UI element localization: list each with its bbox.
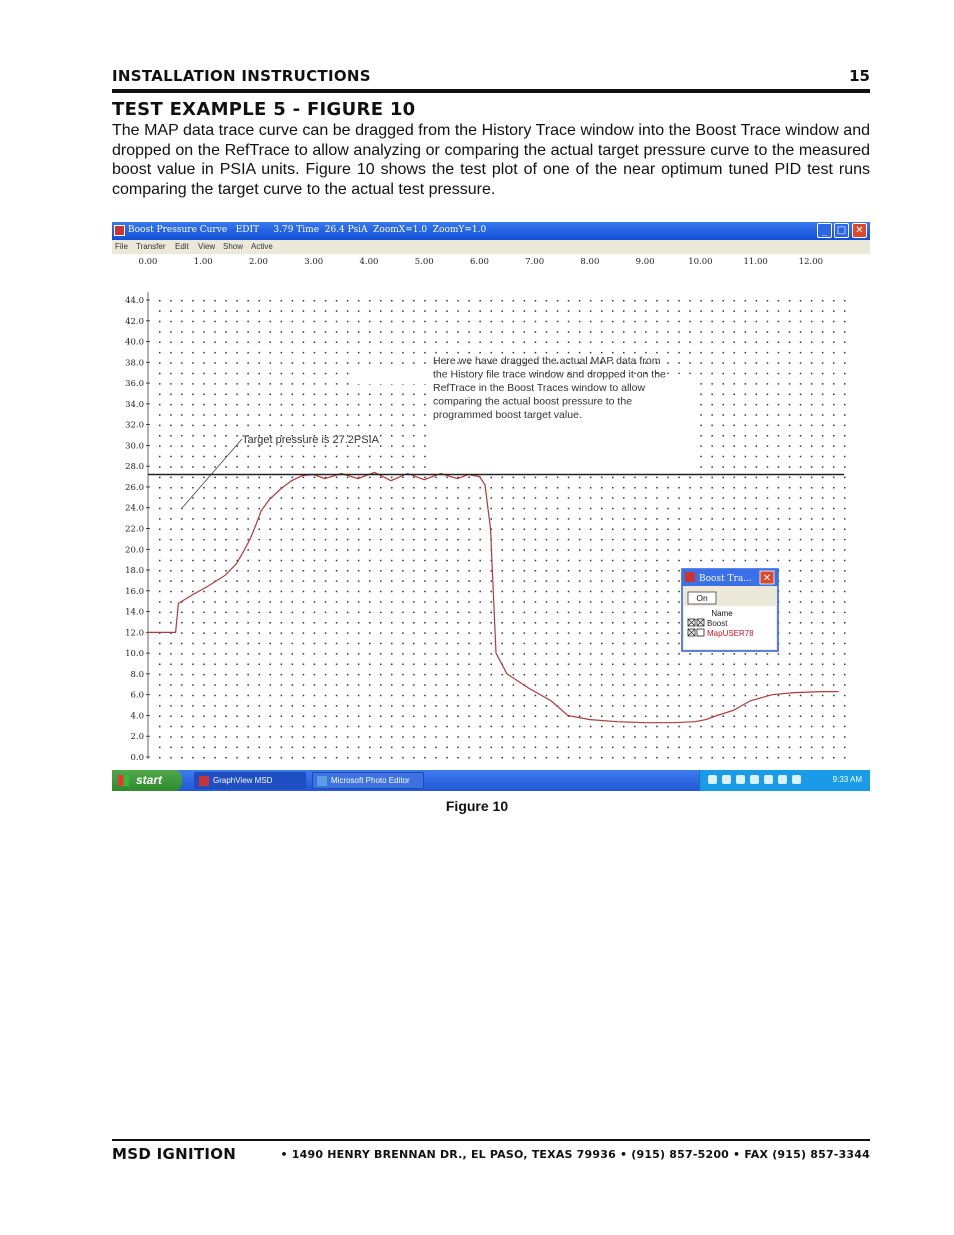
tray-lock-icon[interactable] xyxy=(778,775,787,784)
y-tick-label: 24.0 xyxy=(125,503,144,514)
footer-address: • 1490 HENRY BRENNAN DR., EL PASO, TEXAS 79936 • (915) 857-5200 • FAX (915) 857-3344 xyxy=(280,1148,870,1161)
page-header xyxy=(112,67,870,93)
x-tick-label: 1.00 xyxy=(193,257,213,267)
tray-help-icon[interactable] xyxy=(736,775,745,784)
x-tick-label: 8.00 xyxy=(580,257,600,267)
y-tick-label: 10.0 xyxy=(125,649,144,660)
x-tick-label: 11.00 xyxy=(743,257,768,267)
app-icon xyxy=(114,225,125,236)
footer-brand: MSD IGNITION xyxy=(112,1145,237,1163)
legend-window xyxy=(682,569,778,651)
x-tick-label: 10.00 xyxy=(688,257,713,267)
legend-title: Boost Tra... xyxy=(699,574,752,584)
legend-header: Name xyxy=(711,609,733,618)
y-tick-label: 40.0 xyxy=(125,337,144,348)
body-paragraph: The MAP data trace curve can be dragged from the History Trace window into the Boost Trace window and dropped on the RefTrace to allow analyzing or comparing the actual target pressure curve to the measured boost value in PSIA units. Figure 10 shows the test plot of one of the near optimum tuned PID test runs comparing the target curve to the actual test pressure. xyxy=(112,122,870,198)
page-footer xyxy=(112,1139,870,1163)
y-tick-label: 4.0 xyxy=(130,711,144,722)
x-tick-label: 12.00 xyxy=(798,257,824,267)
window-title: Boost Pressure Curve EDIT 3.79 Time 26.4 PsiA ZoomX=1.0 ZoomY=1.0 xyxy=(128,225,487,235)
figure-caption: Figure 10 xyxy=(445,798,509,814)
y-tick-label: 20.0 xyxy=(125,545,144,556)
menu-transfer[interactable]: Transfer xyxy=(136,242,166,251)
task-photo-editor[interactable]: Microsoft Photo Editor xyxy=(312,772,424,789)
plot-annotations xyxy=(182,355,691,508)
y-tick-label: 16.0 xyxy=(125,586,144,597)
menu-file[interactable]: File xyxy=(115,242,128,251)
x-tick-label: 3.00 xyxy=(304,257,324,267)
y-tick-label: 42.0 xyxy=(125,316,144,327)
x-tick-label: 0.00 xyxy=(138,257,158,267)
x-tick-label: 6.00 xyxy=(469,257,489,267)
y-tick-label: 36.0 xyxy=(125,379,144,390)
tray-security-icon[interactable] xyxy=(764,775,773,784)
tray-clock: 9:33 AM xyxy=(832,775,862,784)
menu-view[interactable]: View xyxy=(198,242,216,251)
page-number: 15 xyxy=(849,67,870,85)
tray-network-icon[interactable] xyxy=(708,775,717,784)
header-section-title: INSTALLATION INSTRUCTIONS xyxy=(112,67,371,85)
x-axis-ticks xyxy=(139,257,823,267)
menu-edit[interactable]: Edit xyxy=(175,242,189,251)
boost-pressure-plot xyxy=(112,254,870,770)
legend-item-boost: Boost xyxy=(707,619,728,628)
taskbar xyxy=(112,770,870,791)
menu-active[interactable]: Active xyxy=(251,242,273,251)
menu-show[interactable]: Show xyxy=(223,242,244,251)
y-tick-label: 0.0 xyxy=(130,753,144,763)
tray-volume-icon[interactable] xyxy=(750,775,759,784)
y-tick-label: 18.0 xyxy=(125,566,144,577)
photo-editor-icon xyxy=(317,776,327,786)
y-tick-label: 30.0 xyxy=(125,441,144,452)
y-tick-label: 8.0 xyxy=(130,669,144,680)
y-tick-label: 34.0 xyxy=(125,399,144,410)
y-tick-label: 26.0 xyxy=(125,482,144,493)
y-tick-label: 22.0 xyxy=(125,524,144,535)
x-tick-label: 9.00 xyxy=(635,257,655,267)
y-tick-label: 38.0 xyxy=(125,358,144,369)
y-tick-label: 14.0 xyxy=(125,607,144,618)
tray-monitor-icon[interactable] xyxy=(792,775,801,784)
annotation-target-leader xyxy=(182,439,242,508)
annotation-note-text: Here we have dragged the actual MAP data from the History file trace window and dropped it on the RefTrace in the Boost Traces window to allow comparing the actual boost pressure to the programmed boost target value. xyxy=(433,355,666,421)
y-tick-label: 28.0 xyxy=(125,462,144,473)
y-tick-label: 32.0 xyxy=(125,420,144,431)
section-title: TEST EXAMPLE 5 - FIGURE 10 xyxy=(112,99,416,120)
minimize-button[interactable]: _ xyxy=(817,223,832,238)
legend-app-icon xyxy=(685,572,695,582)
legend-checkbox-map-2[interactable] xyxy=(697,629,704,636)
maximize-button[interactable]: □ xyxy=(834,223,849,238)
y-tick-label: 6.0 xyxy=(130,690,144,701)
close-button[interactable]: ✕ xyxy=(852,223,867,238)
legend-close-glyph: ✕ xyxy=(762,573,772,584)
x-tick-label: 5.00 xyxy=(414,257,434,267)
annotation-target-text: Target pressure is 27.2PSIA xyxy=(242,434,379,446)
window-titlebar[interactable] xyxy=(112,222,870,240)
x-tick-label: 4.00 xyxy=(359,257,379,267)
x-tick-label: 7.00 xyxy=(525,257,545,267)
figure-screenshot xyxy=(112,222,870,791)
y-axis-ticks xyxy=(125,296,150,763)
legend-on-label: On xyxy=(696,593,708,603)
menu-bar xyxy=(112,240,870,254)
task-graphview[interactable]: GraphView MSD xyxy=(194,772,306,789)
y-tick-label: 2.0 xyxy=(130,732,144,743)
start-button[interactable]: start xyxy=(112,770,182,791)
x-tick-label: 2.00 xyxy=(249,257,268,267)
tray-display-icon[interactable] xyxy=(722,775,731,784)
graphview-icon xyxy=(199,776,209,786)
legend-item-map: MapUSER78 xyxy=(707,629,754,638)
y-tick-label: 12.0 xyxy=(125,628,144,639)
windows-flag-icon xyxy=(118,775,129,786)
y-tick-label: 44.0 xyxy=(125,296,144,306)
system-tray xyxy=(699,770,870,791)
